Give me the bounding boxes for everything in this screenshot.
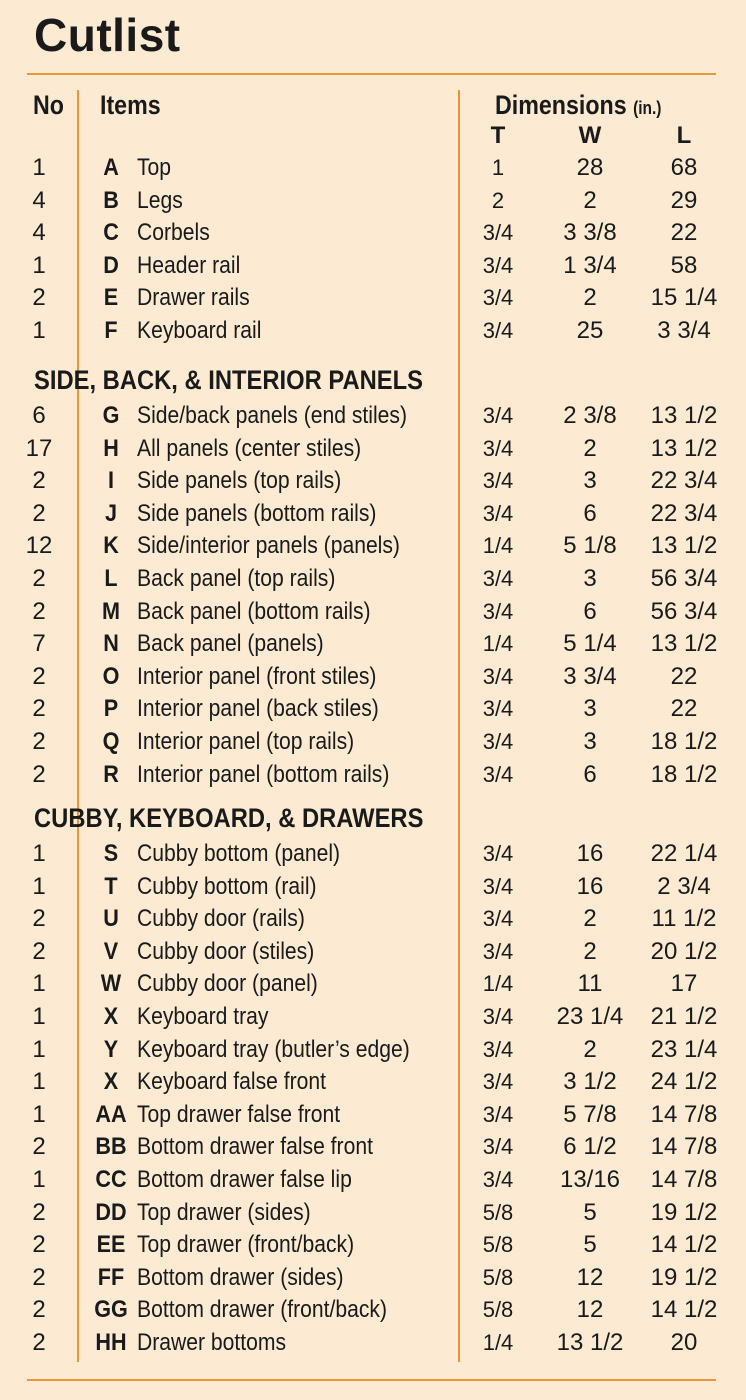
cell-t: 1/4 (482, 631, 514, 657)
cell-l: 22 3/4 (650, 467, 718, 495)
cell-letter: Y (103, 1035, 119, 1063)
cell-l: 2 3/4 (657, 872, 711, 900)
cell-t: 3/4 (482, 938, 514, 964)
cell-no: 1 (32, 872, 46, 900)
table-row (0, 1262, 746, 1294)
header-no: No (33, 90, 64, 120)
cell-l: 19 1/2 (650, 1263, 718, 1291)
cell-name: Back panel (top rails) (137, 565, 336, 592)
cell-letter: K (103, 532, 119, 560)
cell-l: 14 7/8 (650, 1166, 718, 1193)
header-t: T (490, 122, 506, 149)
cell-w: 12 (576, 1263, 604, 1291)
header-w: W (578, 122, 602, 149)
cell-l: 56 3/4 (650, 565, 718, 592)
cell-name: Top drawer (sides) (137, 1198, 311, 1226)
table-row (0, 871, 746, 903)
cell-no: 4 (32, 186, 46, 214)
cell-l: 11 1/2 (651, 905, 717, 933)
cell-t: 3/4 (482, 663, 514, 689)
cell-letter: AA (95, 1100, 127, 1128)
cell-w: 2 (583, 186, 597, 214)
cell-l: 21 1/2 (650, 1003, 718, 1030)
cell-l: 22 3/4 (650, 499, 718, 527)
cell-l: 18 1/2 (650, 760, 718, 788)
table-row (0, 726, 746, 758)
cell-name: Side/interior panels (panels) (137, 532, 400, 560)
cell-l: 20 (670, 1329, 698, 1356)
cell-t: 3/4 (482, 1101, 514, 1127)
cell-name: Header rail (137, 251, 241, 279)
cell-letter: O (102, 662, 120, 690)
cell-w: 2 (583, 937, 597, 965)
cell-t: 3/4 (482, 1069, 514, 1095)
cell-no: 2 (32, 728, 46, 755)
cell-name: Keyboard rail (137, 317, 262, 344)
cell-name: Interior panel (front stiles) (137, 662, 377, 690)
table-row (0, 315, 746, 347)
cell-w: 1 3/4 (563, 251, 617, 279)
cell-w: 3 3/8 (563, 219, 617, 247)
cell-t: 1 (491, 155, 505, 180)
cell-w: 3 (583, 728, 597, 755)
cell-no: 2 (32, 467, 46, 495)
cell-no: 2 (32, 1296, 46, 1324)
table-row (0, 1001, 746, 1033)
table-row (0, 282, 746, 314)
cell-letter: A (103, 154, 119, 181)
cell-t: 3/4 (482, 403, 514, 428)
cell-letter: G (102, 402, 120, 429)
table-row (0, 936, 746, 968)
cell-letter: GG (94, 1296, 128, 1324)
cell-letter: CC (95, 1166, 127, 1193)
cell-letter: X (103, 1003, 119, 1030)
table-row (0, 530, 746, 562)
cell-no: 6 (32, 402, 46, 429)
header-items: Items (100, 90, 161, 120)
cell-l: 22 (670, 219, 698, 247)
cell-t: 5/8 (482, 1297, 514, 1323)
cell-t: 1/4 (482, 1330, 514, 1355)
cell-w: 11 (577, 970, 603, 998)
cell-w: 28 (576, 154, 604, 181)
cell-no: 1 (32, 1068, 46, 1096)
cell-name: Top drawer false front (137, 1100, 341, 1128)
cell-no: 2 (32, 1231, 46, 1259)
cell-letter: N (103, 630, 119, 658)
cell-t: 3/4 (482, 252, 514, 278)
cell-l: 15 1/4 (650, 284, 718, 312)
cell-t: 1/4 (482, 971, 514, 997)
cell-l: 14 7/8 (650, 1133, 718, 1161)
cell-name: Cubby door (stiles) (137, 937, 315, 965)
cell-name: Side/back panels (end stiles) (137, 402, 408, 429)
header-dimensions (495, 90, 661, 121)
cell-letter: EE (96, 1231, 126, 1259)
cell-w: 2 (583, 1035, 597, 1063)
cell-no: 2 (32, 662, 46, 690)
cell-letter: C (103, 219, 119, 247)
cell-no: 4 (32, 219, 46, 247)
table-row (0, 1197, 746, 1229)
cell-l: 22 1/4 (650, 840, 718, 867)
cell-t: 3/4 (482, 435, 514, 461)
cell-no: 2 (32, 597, 46, 625)
cell-l: 58 (670, 251, 698, 279)
table-row (0, 217, 746, 249)
cell-name: Keyboard tray (137, 1003, 269, 1030)
cell-l: 23 1/4 (650, 1035, 718, 1063)
cell-letter: J (104, 499, 118, 527)
cell-letter: R (103, 760, 119, 788)
table-row (0, 152, 746, 184)
cell-l: 13 1/2 (650, 532, 718, 560)
cell-no: 1 (32, 840, 46, 867)
cell-l: 29 (670, 186, 698, 214)
cell-name: Drawer bottoms (137, 1329, 287, 1356)
cell-no: 1 (32, 1100, 46, 1128)
table-row (0, 661, 746, 693)
cell-name: Bottom drawer false front (137, 1133, 373, 1161)
cell-t: 3/4 (482, 841, 514, 866)
table-row (0, 563, 746, 595)
cell-letter: E (103, 284, 119, 312)
cell-name: Drawer rails (137, 284, 250, 312)
table-row (0, 433, 746, 465)
cell-letter: I (107, 467, 114, 495)
cell-t: 3/4 (482, 696, 514, 722)
cell-w: 13/16 (559, 1166, 621, 1193)
table-row (0, 693, 746, 725)
cell-t: 3/4 (482, 1167, 514, 1192)
cell-l: 14 7/8 (650, 1100, 718, 1128)
cell-no: 1 (32, 970, 46, 998)
cell-no: 2 (32, 499, 46, 527)
cell-no: 1 (32, 317, 46, 344)
cell-t: 3/4 (482, 566, 514, 591)
cell-name: Keyboard false front (137, 1068, 327, 1096)
cell-w: 16 (576, 840, 604, 867)
table-row (0, 1164, 746, 1196)
cell-t: 3/4 (482, 220, 514, 246)
table-row (0, 498, 746, 530)
table-row (0, 1099, 746, 1131)
table-row (0, 250, 746, 282)
cell-no: 2 (32, 695, 46, 723)
cell-t: 5/8 (482, 1232, 514, 1258)
cell-letter: X (103, 1068, 119, 1096)
cell-no: 7 (32, 630, 46, 658)
cell-l: 18 1/2 (650, 728, 718, 755)
cell-l: 13 1/2 (650, 434, 718, 462)
cell-t: 5/8 (482, 1199, 514, 1225)
cell-l: 22 (670, 662, 698, 690)
header-unit: (in.) (633, 98, 662, 118)
cell-name: All panels (center stiles) (137, 434, 362, 462)
cell-l: 17 (670, 970, 698, 998)
cell-name: Cubby door (rails) (137, 905, 305, 933)
cell-no: 1 (32, 251, 46, 279)
table-row (0, 1066, 746, 1098)
cell-name: Bottom drawer (sides) (137, 1263, 344, 1291)
cell-l: 68 (670, 154, 698, 181)
cell-w: 5 (583, 1231, 597, 1259)
cell-name: Cubby door (panel) (137, 970, 318, 998)
cell-w: 3 (583, 565, 597, 592)
cell-t: 3/4 (482, 318, 514, 343)
cell-name: Keyboard tray (butler’s edge) (137, 1035, 410, 1063)
cell-no: 2 (32, 565, 46, 592)
cell-w: 6 1/2 (563, 1133, 617, 1161)
cell-w: 5 1/8 (563, 532, 617, 560)
cell-name: Interior panel (bottom rails) (137, 760, 390, 788)
cell-t: 3/4 (482, 761, 514, 787)
table-row (0, 1327, 746, 1359)
cell-name: Side panels (bottom rails) (137, 499, 377, 527)
table-row (0, 400, 746, 432)
cell-no: 1 (32, 1003, 46, 1030)
cell-t: 5/8 (482, 1264, 514, 1290)
table-row (0, 903, 746, 935)
cell-no: 12 (25, 532, 53, 560)
cell-w: 5 7/8 (563, 1100, 617, 1128)
cell-t: 3/4 (482, 1004, 514, 1029)
section-heading: CUBBY, KEYBOARD, & DRAWERS (34, 803, 424, 833)
cell-t: 3/4 (482, 873, 514, 899)
table-row (0, 465, 746, 497)
cell-letter: D (103, 251, 119, 279)
cell-l: 20 1/2 (650, 937, 718, 965)
cell-l: 19 1/2 (650, 1198, 718, 1226)
cell-name: Back panel (bottom rails) (137, 597, 371, 625)
cell-no: 17 (25, 434, 53, 462)
cell-t: 1/4 (482, 533, 514, 559)
section-heading: SIDE, BACK, & INTERIOR PANELS (34, 365, 424, 395)
cell-w: 3 (583, 695, 597, 723)
cell-w: 2 (583, 284, 597, 312)
cell-w: 5 1/4 (563, 630, 617, 658)
cell-w: 13 1/2 (556, 1329, 624, 1356)
cell-l: 56 3/4 (650, 597, 718, 625)
cell-l: 14 1/2 (650, 1296, 718, 1324)
table-row (0, 185, 746, 217)
cell-name: Interior panel (back stiles) (137, 695, 379, 723)
header-dimensions-label: Dimensions (495, 90, 627, 120)
cell-name: Bottom drawer (front/back) (137, 1296, 388, 1324)
cell-name: Legs (137, 186, 183, 214)
cell-t: 3/4 (482, 1036, 514, 1062)
cell-letter: S (103, 840, 119, 867)
table-row (0, 759, 746, 791)
cell-w: 2 3/8 (563, 402, 617, 429)
cell-w: 25 (576, 317, 604, 344)
cell-letter: L (104, 565, 118, 592)
cell-no: 2 (32, 1198, 46, 1226)
cell-name: Bottom drawer false lip (137, 1166, 352, 1193)
cell-name: Side panels (top rails) (137, 467, 342, 495)
cell-l: 24 1/2 (650, 1068, 718, 1096)
cell-no: 2 (32, 905, 46, 933)
cell-w: 16 (576, 872, 604, 900)
cell-l: 14 1/2 (650, 1231, 718, 1259)
cell-t: 3/4 (482, 906, 514, 932)
cell-w: 12 (576, 1296, 604, 1324)
cell-w: 3 3/4 (563, 662, 617, 690)
cell-no: 1 (32, 154, 46, 181)
cell-l: 13 1/2 (650, 402, 718, 429)
cell-letter: HH (95, 1329, 127, 1356)
cell-t: 3/4 (482, 729, 514, 754)
cell-letter: FF (97, 1263, 125, 1291)
cell-no: 2 (32, 1133, 46, 1161)
table-row (0, 628, 746, 660)
cell-letter: M (102, 597, 120, 625)
table-row (0, 968, 746, 1000)
cell-name: Cubby bottom (rail) (137, 872, 317, 900)
table-row (0, 596, 746, 628)
cell-l: 3 3/4 (657, 317, 711, 344)
top-divider (27, 73, 716, 75)
cell-letter: BB (95, 1133, 127, 1161)
table-row (0, 1229, 746, 1261)
cell-w: 5 (583, 1198, 597, 1226)
cell-w: 2 (583, 905, 597, 933)
cell-w: 6 (583, 597, 597, 625)
cell-w: 3 (583, 467, 597, 495)
cell-no: 2 (32, 1329, 46, 1356)
cell-name: Cubby bottom (panel) (137, 840, 341, 867)
cell-no: 2 (32, 937, 46, 965)
cell-name: Top drawer (front/back) (137, 1231, 355, 1259)
cell-name: Corbels (137, 219, 210, 247)
cell-t: 3/4 (482, 285, 514, 311)
cell-letter: T (104, 872, 118, 900)
cell-no: 1 (32, 1166, 46, 1193)
cell-no: 2 (32, 284, 46, 312)
cell-t: 3/4 (482, 468, 514, 494)
cell-letter: W (100, 970, 122, 998)
cell-t: 2 (491, 187, 505, 213)
table-row (0, 1294, 746, 1326)
cell-no: 2 (32, 1263, 46, 1291)
table-row (0, 1034, 746, 1066)
cell-t: 3/4 (482, 500, 514, 526)
page-title: Cutlist (34, 9, 181, 61)
cell-name: Top (137, 154, 172, 181)
cell-letter: U (103, 905, 119, 933)
cell-letter: F (104, 317, 118, 344)
cell-name: Interior panel (top rails) (137, 728, 355, 755)
cell-no: 2 (32, 760, 46, 788)
cell-t: 3/4 (482, 1134, 514, 1160)
cell-name: Back panel (panels) (137, 630, 324, 658)
cell-w: 6 (583, 499, 597, 527)
table-row (0, 1131, 746, 1163)
cell-letter: B (103, 186, 119, 214)
cell-t: 3/4 (482, 598, 514, 624)
cell-letter: P (103, 695, 119, 723)
cell-w: 23 1/4 (556, 1003, 624, 1030)
bottom-divider (27, 1379, 716, 1381)
table-row (0, 838, 746, 870)
cell-w: 6 (583, 760, 597, 788)
cell-letter: Q (102, 728, 120, 755)
cell-letter: V (103, 937, 119, 965)
cell-l: 13 1/2 (650, 630, 718, 658)
cell-l: 22 (670, 695, 698, 723)
cell-no: 1 (32, 1035, 46, 1063)
header-l: L (676, 122, 692, 149)
cell-w: 2 (583, 434, 597, 462)
cell-letter: H (103, 434, 119, 462)
cell-w: 3 1/2 (563, 1068, 617, 1096)
cell-letter: DD (95, 1198, 127, 1226)
